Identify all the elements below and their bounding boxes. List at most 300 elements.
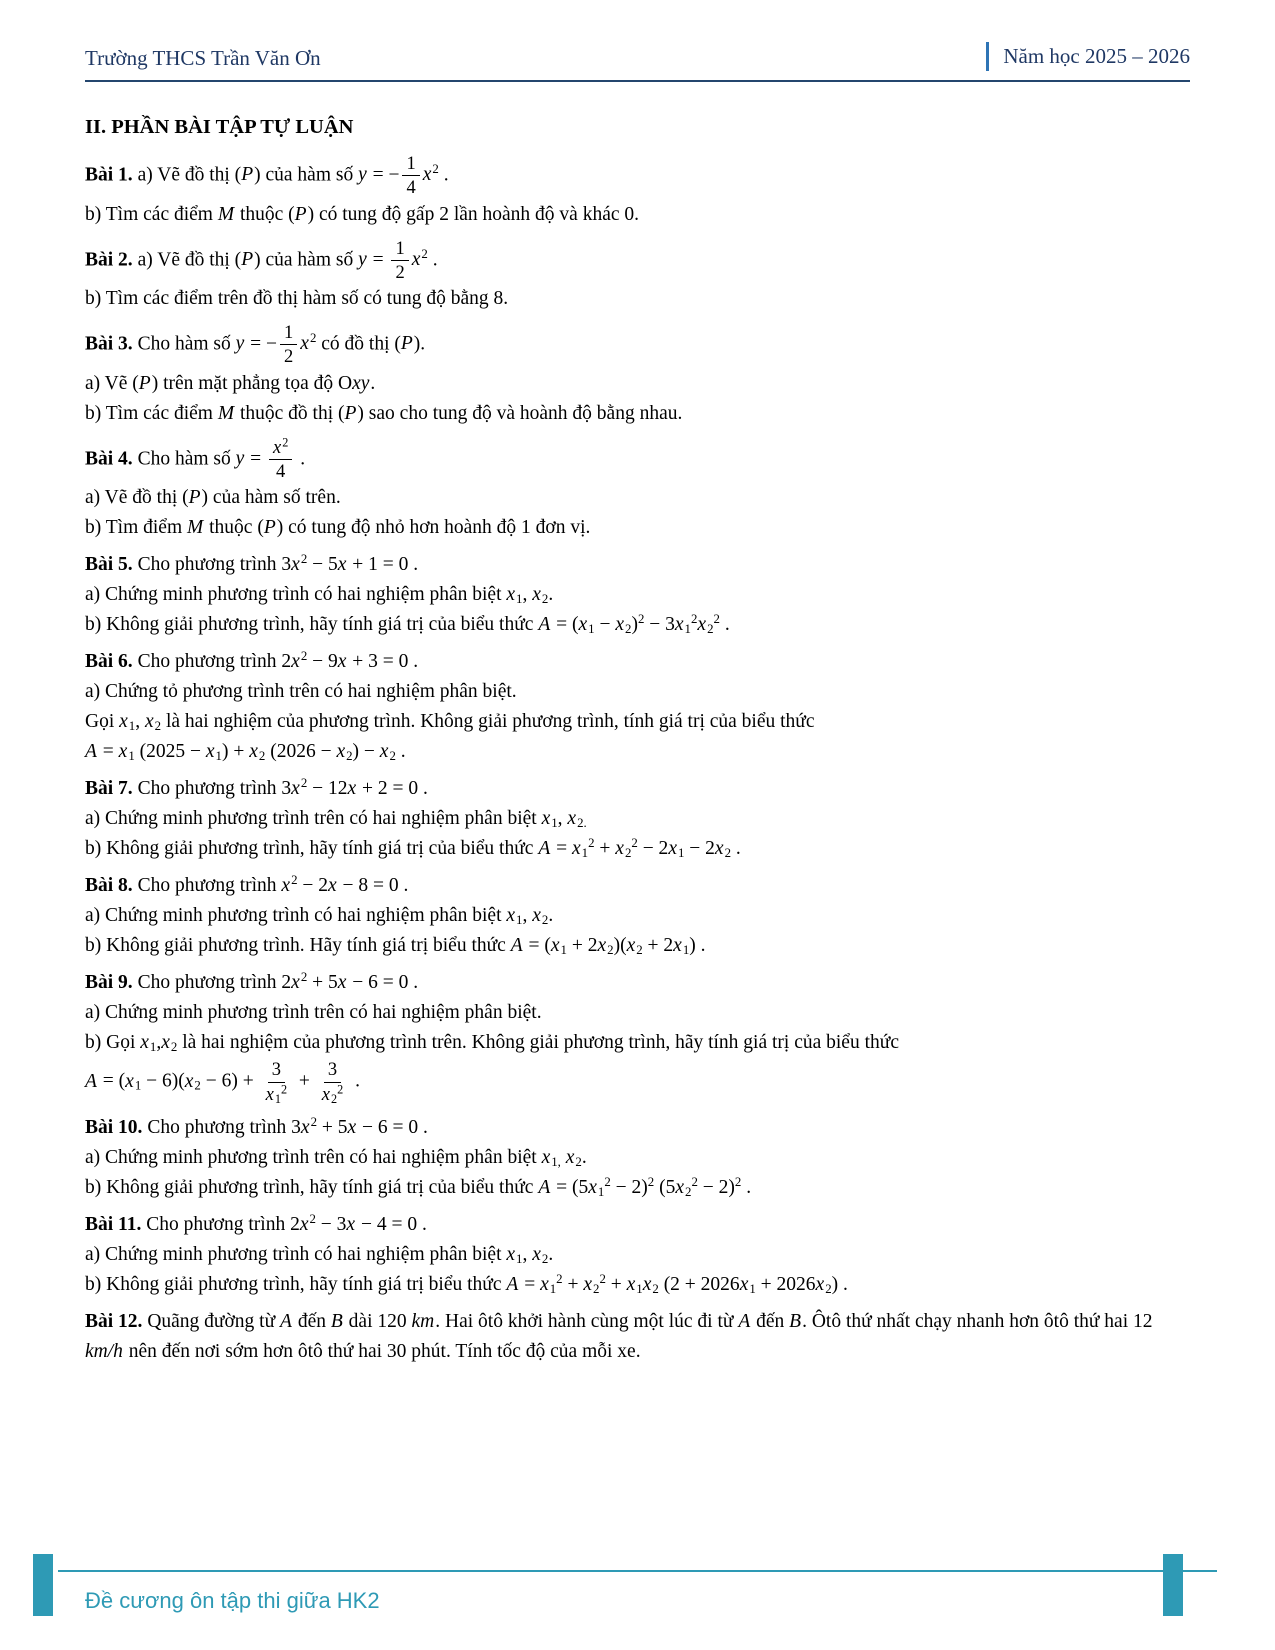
math-variable: x xyxy=(550,935,560,957)
subscript: 1 xyxy=(516,592,523,607)
text-run: b) Không giải phương trình, hãy tính giá trị biểu thức xyxy=(85,1273,507,1295)
math-variable: xy xyxy=(352,372,370,394)
math-variable: A xyxy=(280,1310,292,1332)
math-variable: P xyxy=(344,402,357,424)
text-run: = ( xyxy=(551,614,579,636)
text-run: = xyxy=(97,741,119,763)
text-run: là hai nghiệm của phương trình. Không giải phương trình, tính giá trị của biểu thức xyxy=(161,711,815,733)
text-run: Gọi xyxy=(85,711,120,733)
exercise-label: Bài 7. xyxy=(85,778,133,800)
math-variable: P xyxy=(400,333,413,355)
text-run: ) trên mặt phẳng tọa độ O xyxy=(151,372,353,394)
bai10-a xyxy=(85,1143,1190,1173)
exercise-label: Bài 5. xyxy=(85,554,133,576)
text-run: = ( xyxy=(523,935,551,957)
bai8-a xyxy=(85,901,1190,931)
math-variable: x xyxy=(291,778,300,800)
text-run: đến xyxy=(751,1310,790,1332)
text-run: + 5 xyxy=(307,972,338,994)
text-run: thuộc ( xyxy=(235,203,295,225)
math-variable: y xyxy=(358,248,367,270)
footer-right-accent-rect xyxy=(1163,1554,1183,1616)
superscript: 2 xyxy=(310,1114,317,1129)
subscript: 2 xyxy=(685,1185,692,1200)
math-variable: x xyxy=(411,248,421,270)
text-run: − 3 xyxy=(644,614,675,636)
superscript: 2 xyxy=(690,612,698,627)
text-run: + 2 xyxy=(642,935,674,957)
math-variable: B xyxy=(789,1310,802,1332)
math-variable: A xyxy=(738,1310,751,1332)
superscript: 2 xyxy=(631,836,638,851)
subscript: 2 xyxy=(541,592,549,607)
text-run: . xyxy=(370,372,376,394)
math-variable: B xyxy=(330,1310,343,1332)
text-run: Cho phương trình 3 xyxy=(142,1116,301,1138)
math-variable: P xyxy=(294,203,307,225)
text-run: + 2026 xyxy=(755,1273,816,1295)
text-run: − 6) + xyxy=(200,1070,259,1092)
superscript: 2 xyxy=(421,246,428,261)
bai5-b xyxy=(85,610,1190,640)
math-variable: x xyxy=(668,838,677,860)
bai6-expr xyxy=(85,737,1190,767)
text-run: . Hai ôtô khởi hành cùng một lúc đi từ xyxy=(435,1310,739,1332)
math-variable: x xyxy=(273,436,282,458)
math-variable: x xyxy=(615,614,624,636)
text-run: a) Vẽ đồ thị ( xyxy=(132,248,242,270)
subscript: 1 xyxy=(636,1282,643,1297)
math-variable: x xyxy=(697,614,707,636)
math-variable: x xyxy=(815,1273,825,1295)
text-run: − 2) xyxy=(610,1176,648,1198)
text-run: . xyxy=(427,248,438,270)
subscript: 2 xyxy=(541,913,549,928)
text-run: , xyxy=(522,905,533,927)
superscript: 2 xyxy=(432,162,439,177)
subscript: 2 xyxy=(258,749,266,764)
math-variable: km/h xyxy=(85,1340,123,1362)
text-run: (2026 − xyxy=(265,741,337,763)
fraction xyxy=(280,322,297,368)
section-title: II. PHẦN BÀI TẬP TỰ LUẬN xyxy=(85,116,354,138)
superscript: 2 xyxy=(637,612,645,627)
exercise-label: Bài 4. xyxy=(85,448,133,470)
math-variable: x xyxy=(140,1032,149,1054)
text-run: thuộc ( xyxy=(204,517,264,539)
math-variable: km xyxy=(411,1310,435,1332)
text-run: Cho phương trình 3 xyxy=(132,554,292,576)
subscript: 2 xyxy=(194,1078,201,1093)
fraction xyxy=(269,437,292,483)
bai11-b xyxy=(85,1270,1190,1300)
bai3-head xyxy=(85,321,1190,369)
subscript: 1 xyxy=(134,1078,142,1093)
text-run: (5 xyxy=(654,1176,676,1198)
text-run: − 9 xyxy=(307,651,338,673)
subscript: 2 xyxy=(331,1091,338,1106)
math-variable: x xyxy=(291,554,300,576)
exercise-label: Bài 9. xyxy=(85,972,133,994)
math-variable: A xyxy=(538,614,551,636)
math-variable: x xyxy=(674,614,684,636)
text-run: − 2 xyxy=(297,875,328,897)
subscript: 2 xyxy=(624,846,632,861)
text-run: − 4 = 0 . xyxy=(356,1213,427,1235)
bai4-b xyxy=(85,513,1190,543)
math-variable: x xyxy=(249,741,258,763)
subscript: 2 xyxy=(652,1282,659,1297)
text-run: . xyxy=(581,1146,587,1168)
text-run: , xyxy=(522,584,533,606)
bai11-a xyxy=(85,1240,1190,1270)
text-run: , xyxy=(135,711,145,733)
superscript: 2 xyxy=(300,552,308,567)
text-run: a) Vẽ đồ thị ( xyxy=(85,487,189,509)
math-variable: P xyxy=(241,248,254,270)
exercise-label: Bài 6. xyxy=(85,651,133,673)
superscript: 2 xyxy=(588,836,595,851)
bai5-a xyxy=(85,580,1190,610)
math-variable: x xyxy=(588,1176,597,1198)
text-run: − 2) xyxy=(697,1176,735,1198)
math-variable: x xyxy=(714,838,724,860)
fraction xyxy=(402,153,419,199)
subscript: 2 xyxy=(625,622,632,637)
math-variable: x xyxy=(583,1273,592,1295)
bai6-goi xyxy=(85,707,1190,737)
text-run: Cho hàm số xyxy=(132,448,236,470)
page-header xyxy=(85,42,1190,82)
text-run: − 2 xyxy=(637,838,669,860)
math-variable: x xyxy=(205,741,215,763)
superscript: 2 xyxy=(734,1174,742,1189)
text-run: ) . xyxy=(831,1273,848,1295)
math-variable: x xyxy=(565,1146,575,1168)
text-run: − 5 xyxy=(307,554,338,576)
subscript: 2 xyxy=(575,1155,582,1170)
math-variable: x xyxy=(739,1273,749,1295)
math-variable: x xyxy=(300,333,309,355)
bai7-b xyxy=(85,834,1190,864)
text-run: b) Gọi xyxy=(85,1032,141,1054)
subscript: 2 xyxy=(825,1282,832,1297)
bai9-head xyxy=(85,968,1190,998)
text-run: a) Chứng minh phương trình có hai nghiệm phân biệt xyxy=(85,584,507,606)
text-run: Cho phương trình 2 xyxy=(141,1213,300,1235)
math-variable: x xyxy=(321,1083,331,1105)
math-variable: x xyxy=(281,875,291,897)
superscript: 2 xyxy=(280,1081,288,1096)
text-run: . xyxy=(350,1070,360,1092)
math-variable: P xyxy=(263,517,276,539)
bai3-a xyxy=(85,369,1190,399)
text-run: + 2 = 0 . xyxy=(357,778,428,800)
text-run: − 6)( xyxy=(141,1070,185,1092)
math-variable: M xyxy=(217,402,235,424)
math-variable: A xyxy=(506,1273,519,1295)
bai4-a xyxy=(85,483,1190,513)
text-run: a) Vẽ ( xyxy=(85,372,139,394)
footer-text: Đề cương ôn tập thi giữa HK2 xyxy=(85,1588,380,1613)
text-run: , xyxy=(156,1032,162,1054)
text-run: . xyxy=(548,1243,554,1265)
text-run: ) của hàm số xyxy=(254,164,359,186)
text-run: 1 xyxy=(284,322,294,344)
text-run: a) Chứng tỏ phương trình trên có hai nghiệm phân biệt. xyxy=(85,681,517,703)
math-variable: x xyxy=(675,1176,684,1198)
math-variable: x xyxy=(337,554,347,576)
subscript: 1 xyxy=(149,1040,157,1055)
math-variable: A xyxy=(85,1070,97,1092)
text-run: Cho phương trình 2 xyxy=(132,972,292,994)
fraction xyxy=(318,1059,347,1105)
text-run: a) Chứng minh phương trình có hai nghiệm phân biệt xyxy=(85,905,507,927)
text-run: + xyxy=(294,1070,315,1092)
math-variable: x xyxy=(506,905,516,927)
math-variable: y xyxy=(235,333,245,355)
text-run: − xyxy=(594,614,616,636)
text-run: , xyxy=(557,808,568,830)
math-variable: x xyxy=(119,711,128,733)
superscript: 2 xyxy=(282,435,289,450)
superscript: 2 xyxy=(556,1271,563,1286)
exercise-label: Bài 3. xyxy=(85,333,133,355)
math-variable: P xyxy=(188,487,201,509)
text-run: = xyxy=(551,838,572,860)
text-run: = xyxy=(245,448,267,470)
text-run: (2 + 2026 xyxy=(658,1273,740,1295)
bai9-expr xyxy=(85,1058,1190,1106)
text-run: 2 xyxy=(395,261,405,283)
subscript: 1 xyxy=(560,943,567,958)
math-variable: x xyxy=(161,1032,170,1054)
bai9-a xyxy=(85,998,1190,1028)
subscript: 2 xyxy=(346,749,353,764)
math-variable: P xyxy=(241,164,254,186)
bai1-b xyxy=(85,200,1190,230)
subscript: 2 xyxy=(636,943,643,958)
text-run: Cho phương trình 2 xyxy=(132,651,292,673)
superscript: 2 xyxy=(604,1174,611,1189)
text-run: a) Chứng minh phương trình trên có hai nghiệm phân biệt xyxy=(85,1146,542,1168)
text-run: ) có tung độ gấp 2 lần hoành độ và khác 0. xyxy=(307,203,640,225)
text-run: . xyxy=(731,838,741,860)
math-variable: A xyxy=(538,1176,551,1198)
math-variable: x xyxy=(144,711,154,733)
text-run: − 12 xyxy=(307,778,348,800)
text-run: ) của hàm số trên. xyxy=(201,487,341,509)
bai7-head xyxy=(85,774,1190,804)
text-run: a) Chứng minh phương trình trên có hai nghiệm phân biệt xyxy=(85,808,542,830)
math-variable: M xyxy=(217,203,235,225)
subscript: 1 xyxy=(549,1282,557,1297)
text-run: . xyxy=(395,741,406,763)
math-variable: x xyxy=(567,808,577,830)
subscript: 1 xyxy=(215,749,222,764)
fraction xyxy=(262,1059,291,1105)
bai2-b xyxy=(85,284,1190,314)
superscript: 2 xyxy=(309,1211,316,1226)
math-variable: x xyxy=(291,651,300,673)
superscript: 2 xyxy=(691,1174,698,1189)
exercise-label: Bài 11. xyxy=(85,1213,142,1235)
text-run: = xyxy=(519,1273,541,1295)
text-run: ). xyxy=(413,333,426,355)
subscript: 2 xyxy=(607,943,614,958)
text-run: a) Chứng minh phương trình trên có hai nghiệm phân biệt. xyxy=(85,1002,542,1024)
bai10-head xyxy=(85,1113,1190,1143)
subscript: 1 xyxy=(516,1252,523,1267)
text-run: là hai nghiệm của phương trình trên. Không giải phương trình, hãy tính giá trị của biểu thức xyxy=(177,1032,899,1054)
text-run: . xyxy=(719,614,730,636)
math-variable: x xyxy=(118,741,128,763)
math-variable: y xyxy=(358,164,367,186)
superscript: 2 xyxy=(599,1271,606,1286)
math-variable: x xyxy=(337,972,347,994)
footer-rule xyxy=(58,1570,1217,1572)
text-run: − 8 = 0 . xyxy=(337,875,409,897)
text-run: b) Tìm điểm xyxy=(85,517,188,539)
subscript: 1 xyxy=(682,943,690,958)
text-run: b) Không giải phương trình. Hãy tính giá trị biểu thức xyxy=(85,935,511,957)
superscript: 2 xyxy=(300,649,308,664)
subscript: 2 xyxy=(707,622,714,637)
school-year: Năm học 2025 – 2026 xyxy=(986,42,1190,71)
exercise-label: Bài 10. xyxy=(85,1116,143,1138)
text-run: ) + xyxy=(221,741,250,763)
text-run: ) sao cho tung độ và hoành độ bằng nhau. xyxy=(357,402,683,424)
text-run: ) . xyxy=(689,935,706,957)
superscript: 2 xyxy=(713,612,720,627)
document-content xyxy=(85,108,1190,1367)
math-variable: M xyxy=(187,517,204,539)
text-run: a) Vẽ đồ thị ( xyxy=(132,164,242,186)
superscript: 2 xyxy=(337,1081,344,1096)
math-variable: x xyxy=(506,1243,516,1265)
math-variable: x xyxy=(125,1070,134,1092)
math-variable: x xyxy=(626,1273,636,1295)
math-variable: A xyxy=(538,838,551,860)
subscript: 2 xyxy=(170,1040,178,1055)
text-run: + 5 xyxy=(317,1116,348,1138)
math-variable: x xyxy=(506,584,516,606)
superscript: 2 xyxy=(291,873,298,888)
text-run: thuộc đồ thị ( xyxy=(235,402,345,424)
text-run: b) Tìm các điểm xyxy=(85,203,218,225)
text-run: a) Chứng minh phương trình có hai nghiệm phân biệt xyxy=(85,1243,507,1265)
math-variable: x xyxy=(337,651,347,673)
exercise-label: Bài 1. xyxy=(85,164,133,186)
math-variable: x xyxy=(422,164,432,186)
math-variable: x xyxy=(347,1116,357,1138)
text-run: = ( xyxy=(97,1070,126,1092)
superscript: 2 xyxy=(300,776,308,791)
math-variable: x xyxy=(578,614,588,636)
text-run: . xyxy=(295,448,306,470)
math-variable: x xyxy=(346,1213,356,1235)
text-run: b) Tìm các điểm trên đồ thị hàm số có tung độ bằng 8. xyxy=(85,288,509,310)
text-run: 1 xyxy=(395,237,405,259)
text-run: b) Tìm các điểm xyxy=(85,402,218,424)
subscript: 1 xyxy=(128,749,135,764)
math-variable: x xyxy=(541,1146,551,1168)
bai9-b xyxy=(85,1028,1190,1058)
text-run: 2 xyxy=(284,346,294,368)
math-variable: x xyxy=(299,1213,309,1235)
text-run: 4 xyxy=(406,177,416,199)
text-run: − 6 = 0 . xyxy=(347,972,419,994)
text-run: + xyxy=(605,1273,627,1295)
text-run: ) có tung độ nhỏ hơn hoành độ 1 đơn vị. xyxy=(276,517,591,539)
bai3-b xyxy=(85,399,1190,429)
bai6-a xyxy=(85,677,1190,707)
text-run: . xyxy=(548,905,554,927)
subscript: 2 xyxy=(724,846,731,861)
fraction xyxy=(391,238,408,284)
subscript: 1 xyxy=(597,1185,605,1200)
subscript: 1 xyxy=(677,846,685,861)
text-run: . xyxy=(548,584,554,606)
bai11-head xyxy=(85,1210,1190,1240)
subscript: 1 xyxy=(274,1091,281,1106)
text-run: = (5 xyxy=(551,1176,589,1198)
text-run: + xyxy=(562,1273,584,1295)
math-variable: x xyxy=(673,935,682,957)
text-run: . xyxy=(438,164,449,186)
text-run: nên đến nơi sớm hơn ôtô thứ hai 30 phút. Tính tốc độ của mỗi xe. xyxy=(123,1340,641,1362)
text-run: b) Không giải phương trình, hãy tính giá trị của biểu thức xyxy=(85,614,539,636)
subscript: 2. xyxy=(577,816,587,831)
math-variable: x xyxy=(626,935,636,957)
math-variable: x xyxy=(184,1070,194,1092)
subscript: 2 xyxy=(154,719,162,734)
subscript: 1 xyxy=(588,622,595,637)
text-run: . xyxy=(741,1176,752,1198)
subscript: 2 xyxy=(541,1252,549,1267)
subscript: 1, xyxy=(551,1155,561,1170)
text-run: − 6 = 0 . xyxy=(357,1116,428,1138)
document-body xyxy=(85,152,1190,1367)
bai8-head xyxy=(85,871,1190,901)
school-name: Trường THCS Trần Văn Ơn xyxy=(85,46,321,70)
math-variable: x xyxy=(336,741,346,763)
subscript: 1 xyxy=(128,719,136,734)
text-run: = − xyxy=(245,333,278,355)
math-variable: A xyxy=(510,935,523,957)
text-run: + 1 = 0 . xyxy=(347,554,419,576)
exercise-label: Bài 8. xyxy=(85,875,133,897)
text-run: Quãng đường từ xyxy=(142,1310,281,1332)
math-variable: x xyxy=(642,1273,652,1295)
subscript: 1 xyxy=(581,846,589,861)
subscript: 1 xyxy=(684,622,691,637)
text-run: Cho phương trình xyxy=(132,875,282,897)
math-variable: x xyxy=(572,838,581,860)
superscript: 2 xyxy=(647,1174,655,1189)
subscript: 1 xyxy=(551,816,558,831)
math-variable: A xyxy=(85,741,97,763)
exercise-label: Bài 2. xyxy=(85,248,133,270)
bai8-b xyxy=(85,931,1190,961)
math-variable: x xyxy=(379,741,389,763)
math-variable: x xyxy=(347,778,357,800)
bai5-head xyxy=(85,550,1190,580)
text-run: = xyxy=(367,248,389,270)
bai2-head xyxy=(85,237,1190,285)
text-run: có đồ thị ( xyxy=(316,333,401,355)
text-run: đến xyxy=(292,1310,331,1332)
